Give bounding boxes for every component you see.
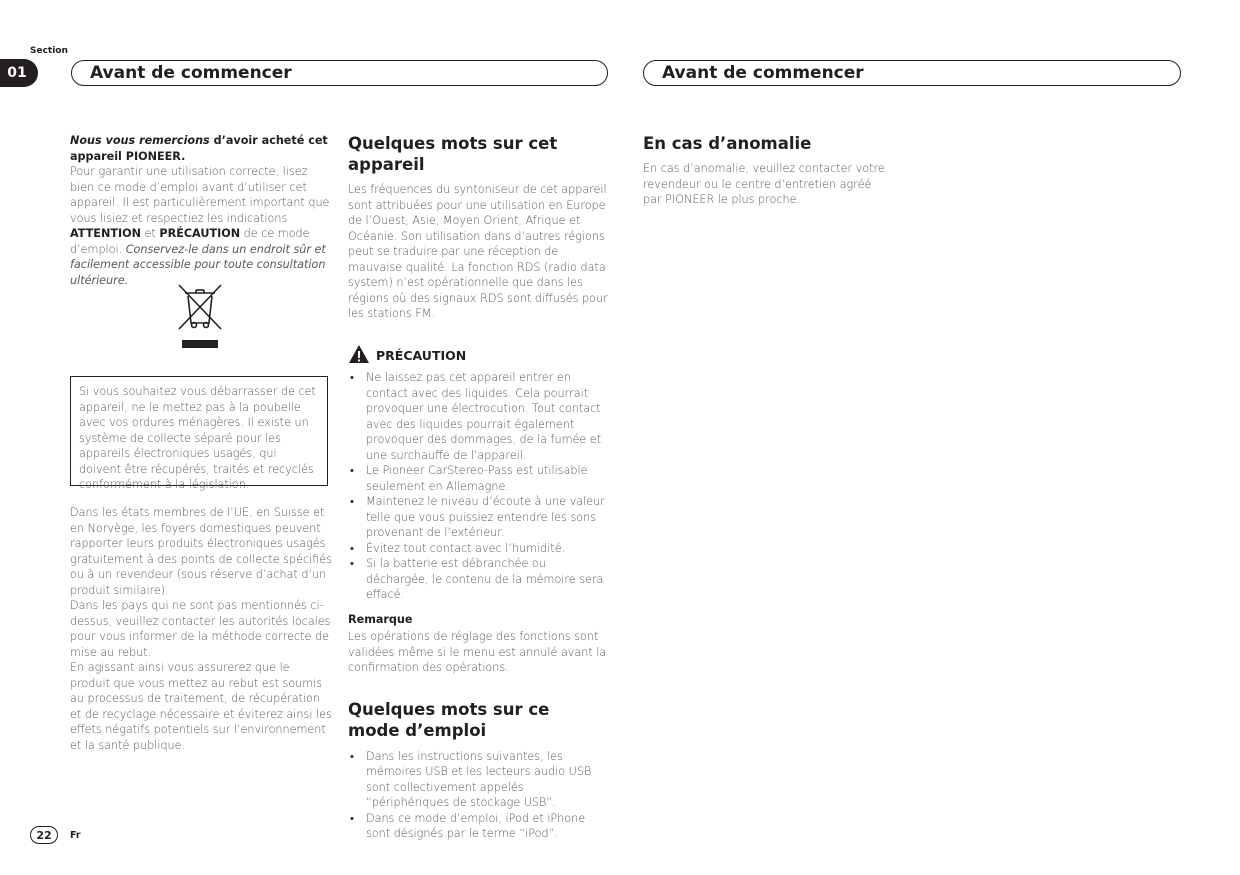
warning-triangle-icon xyxy=(348,344,370,369)
environment-paragraph: En agissant ainsi vous assurerez que le produit que vous mettez au rebut est soumis au processus de traitement, de récupération et de recyclage nécessaire et éviterez ainsi les effets négatifs potentiels sur l’environnement et la santé publique. xyxy=(70,661,332,752)
language-code: Fr xyxy=(70,830,81,841)
list-item: • Si la batterie est débranchée ou déchargée, le contenu de la mémoire sera effacé. xyxy=(348,556,610,603)
weee-bin-icon xyxy=(176,283,224,349)
list-item: • Le Pioneer CarStereo-Pass est utilisable seulement en Allemagne. xyxy=(348,463,610,494)
instructions-conjunction: et xyxy=(140,227,160,240)
column-left xyxy=(70,133,330,288)
intro-paragraph xyxy=(70,133,330,164)
instructions-text: Pour garantir une utilisation correcte, lisez bien ce mode d’emploi avant d’utiliser cet appareil. Il est particulièrement important que vous lisiez et respectiez les indications xyxy=(70,165,330,225)
intro-italic: Nous vous remercions xyxy=(70,134,210,147)
mode-emploi-list xyxy=(348,749,610,842)
page-number: 22 xyxy=(30,826,58,844)
heading-mode-emploi: Quelques mots sur ce mode d’emploi xyxy=(348,699,550,740)
caution-title: PRÉCAUTION xyxy=(376,348,467,363)
header-title-left: Avant de commencer xyxy=(71,60,608,86)
list-item: • Ne laissez pas cet appareil entrer en contact avec des liquides. Cela pourrait provoquer une électrocution. Tout contact avec des liquides pourrait également provoquer des dommages, de la fumée et une surchauffe de l’appareil. xyxy=(348,370,610,463)
remark-heading: Remarque xyxy=(348,612,413,626)
list-item: • Maintenez le niveau d’écoute à une valeur telle que vous puissiez entendre les sons provenant de l’extérieur. xyxy=(348,494,610,541)
column-middle xyxy=(348,133,610,842)
keep-safe-note: Conservez-le dans un endroit sûr et facilement accessible pour toute consultation ultérieure. xyxy=(70,242,326,287)
intro-rest: d’avoir acheté cet appareil PIONEER. xyxy=(70,134,328,163)
caution-heading xyxy=(348,344,610,369)
remark-paragraph: Les opérations de réglage des fonctions sont validées même si le menu est annulé avant la confirmation des opérations. xyxy=(348,630,607,674)
section-number: 01 xyxy=(0,59,38,87)
anomalie-paragraph: En cas d’anomalie, veuillez contacter votre revendeur ou le centre d’entretien agréé par PIONEER le plus proche. xyxy=(643,162,885,206)
list-item: • Dans ce mode d’emploi, iPod et iPhone sont désignés par le terme “iPod”. xyxy=(348,811,610,842)
other-countries-paragraph: Dans les pays qui ne sont pas mentionnés ci-dessus, veuillez contacter les autorités locales pour vous informer de la méthode correcte de mise au rebut. xyxy=(70,599,331,659)
disposal-notice-text: Si vous souhaitez vous débarrasser de cet appareil, ne le mettez pas à la poubelle avec vos ordures ménagères. Il existe un système de collecte séparé pour les appareils électroniques usagés, qui doivent être récupérés, traités et recyclés conformément à la législation. xyxy=(79,385,316,491)
header-title-right: Avant de commencer xyxy=(643,60,1181,86)
attention-keyword: ATTENTION xyxy=(70,227,141,240)
eu-disposal-paragraph: Dans les états membres de l’UE, en Suisse et en Norvège, les foyers domestiques peuvent rapporter leurs produits électroniques usagés gratuitement à des points de collecte spécifiés ou à un revendeur (sous réserve d’achat d’un produit similaire). xyxy=(70,506,332,597)
column-left-lower xyxy=(70,505,332,753)
heading-appareil: Quelques mots sur cet appareil xyxy=(348,134,558,174)
instructions-paragraph xyxy=(70,164,330,288)
column-right xyxy=(643,133,893,208)
list-item: • Dans les instructions suivantes, les mémoires USB et les lecteurs audio USB sont collectivement appelés “périphériques de stockage USB”. xyxy=(348,749,610,811)
instructions-text-end: de ce mode d’emploi. xyxy=(70,227,310,256)
caution-list xyxy=(348,370,610,603)
section-label: Section xyxy=(30,46,68,56)
appareil-paragraph: Les fréquences du syntoniseur de cet appareil sont attribuées pour une utilisation en Europe de l’Ouest, Asie, Moyen Orient, Afrique et Océanie. Son utilisation dans d’autres régions peut se traduire par une réception de mauvaise qualité. La fonction RDS (radio data system) n’est opérationnelle que dans les régions où des signaux RDS sont diffusés pour les stations FM. xyxy=(348,183,608,320)
heading-anomalie: En cas d’anomalie xyxy=(643,134,812,153)
precaution-keyword: PRÉCAUTION xyxy=(159,227,241,240)
list-item: • Évitez tout contact avec l’humidité. xyxy=(348,541,610,557)
disposal-notice-box xyxy=(70,376,328,491)
